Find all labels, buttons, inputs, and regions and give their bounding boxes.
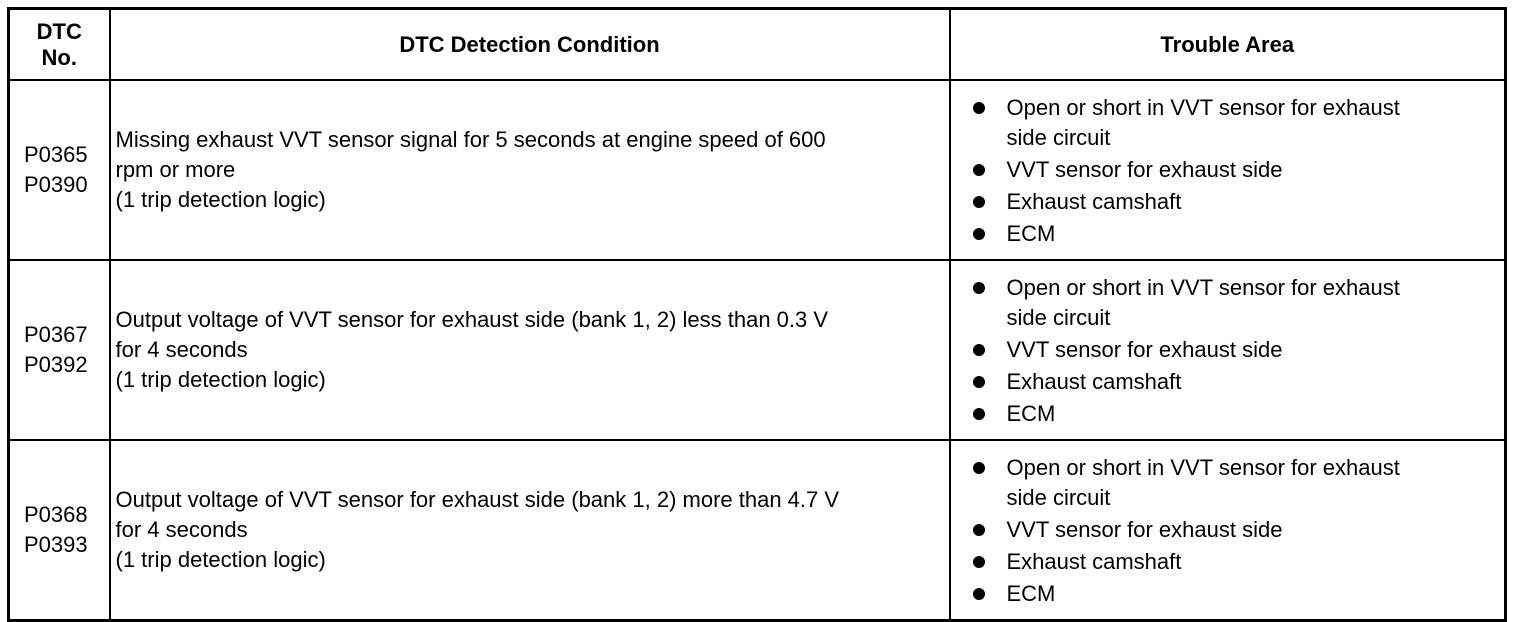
- dtc-code: P0368: [24, 502, 88, 527]
- trouble-area-list: [973, 453, 1497, 609]
- bullet-icon: [973, 102, 985, 114]
- condition-line: Missing exhaust VVT sensor signal for 5 seconds at engine speed of 600: [115, 127, 826, 152]
- bullet-icon: [973, 282, 985, 294]
- dtc-table: [7, 7, 1507, 622]
- bullet-icon: [973, 344, 985, 356]
- dtc-code: P0393: [24, 532, 88, 557]
- trouble-area-cell: [950, 440, 1506, 621]
- header-row: [9, 9, 1506, 81]
- table-row: [9, 260, 1506, 440]
- bullet-icon: [973, 462, 985, 474]
- trouble-area-text: ECM: [1006, 581, 1056, 606]
- trouble-area-cell: [950, 80, 1506, 260]
- list-item: [973, 367, 1497, 397]
- trouble-area-text: Open or short in VVT sensor for exhaust: [1006, 455, 1400, 480]
- trouble-area-text: VVT sensor for exhaust side: [1006, 157, 1283, 182]
- header-dtc-no-line2: No.: [41, 44, 77, 70]
- dtc-code: P0365: [24, 142, 88, 167]
- list-item: [973, 453, 1497, 513]
- condition-line: (1 trip detection logic): [115, 547, 326, 572]
- list-item: [973, 399, 1497, 429]
- table-row: [9, 80, 1506, 260]
- trouble-area-text: Open or short in VVT sensor for exhaust: [1006, 95, 1400, 120]
- condition-line: rpm or more: [115, 157, 236, 182]
- bullet-icon: [973, 588, 985, 600]
- bullet-icon: [973, 376, 985, 388]
- bullet-icon: [973, 196, 985, 208]
- list-item: [973, 579, 1497, 609]
- trouble-area-text: side circuit: [1006, 305, 1111, 330]
- condition-line: for 4 seconds: [115, 337, 248, 362]
- dtc-code-cell: [9, 260, 110, 440]
- bullet-icon: [973, 524, 985, 536]
- condition-cell: [110, 80, 950, 260]
- list-item: [973, 273, 1497, 333]
- trouble-area-text: Open or short in VVT sensor for exhaust: [1006, 275, 1400, 300]
- trouble-area-list: [973, 273, 1497, 429]
- list-item: [973, 219, 1497, 249]
- dtc-code: P0390: [24, 172, 88, 197]
- list-item: [973, 515, 1497, 545]
- dtc-code: P0392: [24, 352, 88, 377]
- bullet-icon: [973, 164, 985, 176]
- list-item: [973, 155, 1497, 185]
- trouble-area-text: Exhaust camshaft: [1006, 549, 1182, 574]
- list-item: [973, 187, 1497, 217]
- header-condition: DTC Detection Condition: [110, 9, 950, 81]
- list-item: [973, 335, 1497, 365]
- condition-line: Output voltage of VVT sensor for exhaust side (bank 1, 2) more than 4.7 V: [115, 487, 840, 512]
- header-dtc-no: [9, 9, 110, 81]
- trouble-area-text: side circuit: [1006, 125, 1111, 150]
- trouble-area-text: side circuit: [1006, 485, 1111, 510]
- trouble-area-list: [973, 93, 1497, 249]
- bullet-icon: [973, 408, 985, 420]
- bullet-icon: [973, 556, 985, 568]
- trouble-area-text: ECM: [1006, 221, 1056, 246]
- table-row: [9, 440, 1506, 621]
- trouble-area-text: VVT sensor for exhaust side: [1006, 337, 1283, 362]
- condition-cell: [110, 440, 950, 621]
- condition-line: for 4 seconds: [115, 517, 248, 542]
- trouble-area-text: ECM: [1006, 401, 1056, 426]
- dtc-code: P0367: [24, 322, 88, 347]
- trouble-area-text: Exhaust camshaft: [1006, 369, 1182, 394]
- condition-cell: [110, 260, 950, 440]
- bullet-icon: [973, 228, 985, 240]
- trouble-area-text: VVT sensor for exhaust side: [1006, 517, 1283, 542]
- condition-line: Output voltage of VVT sensor for exhaust side (bank 1, 2) less than 0.3 V: [115, 307, 829, 332]
- trouble-area-text: Exhaust camshaft: [1006, 189, 1182, 214]
- trouble-area-cell: [950, 260, 1506, 440]
- dtc-code-cell: [9, 440, 110, 621]
- list-item: [973, 93, 1497, 153]
- header-trouble-area: Trouble Area: [950, 9, 1506, 81]
- condition-line: (1 trip detection logic): [115, 187, 326, 212]
- dtc-code-cell: [9, 80, 110, 260]
- list-item: [973, 547, 1497, 577]
- header-dtc-no-line1: DTC: [36, 18, 82, 44]
- condition-line: (1 trip detection logic): [115, 367, 326, 392]
